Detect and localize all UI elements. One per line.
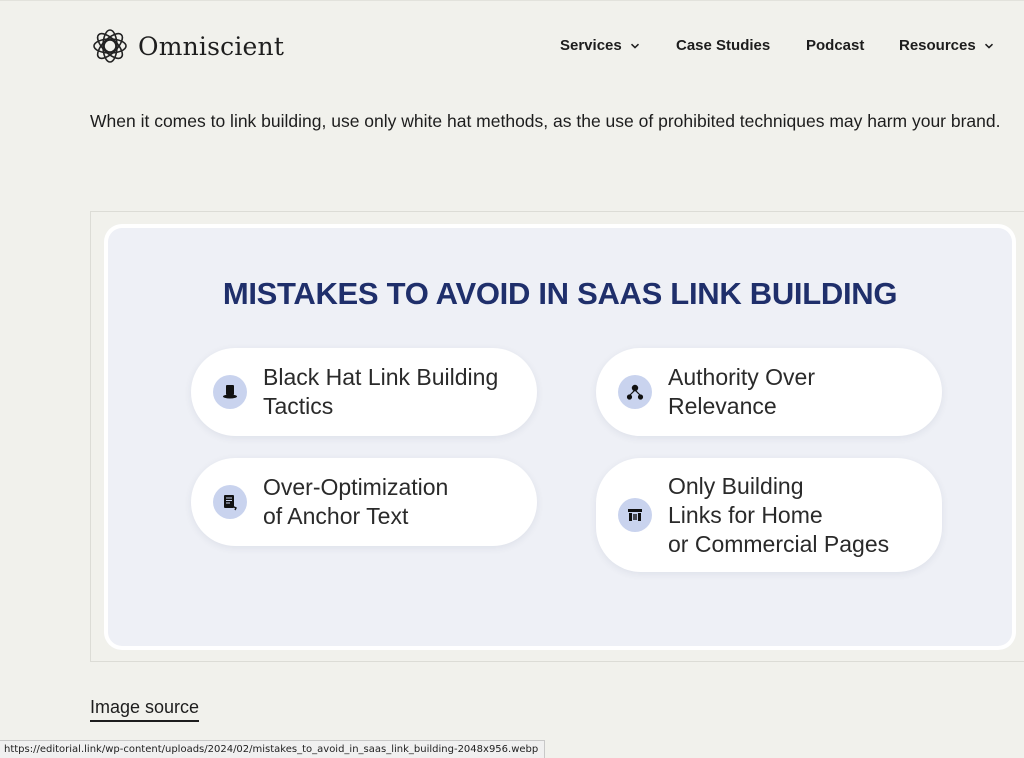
nav-item-services[interactable] <box>560 37 640 54</box>
mistake-item-text <box>668 363 815 421</box>
mistake-item-text <box>263 473 448 531</box>
text-line: Over-Optimization <box>263 474 449 500</box>
mistake-item-over-optimization <box>191 458 537 546</box>
intro-paragraph: When it comes to link building, use only white hat methods, as the use of prohibited techniques may harm your brand. <box>90 111 1001 131</box>
logo-text: Omniscient <box>138 31 285 61</box>
document-link-icon <box>213 485 247 519</box>
mistake-item-only-building <box>596 458 942 572</box>
nav-item-label: Resources <box>899 37 976 54</box>
link-page-icon <box>618 498 652 532</box>
text-line: Authority Over <box>668 364 815 390</box>
infographic-image[interactable] <box>104 224 1016 650</box>
mistake-item-black-hat <box>191 348 537 436</box>
nav-item-label: Podcast <box>806 37 865 54</box>
text-line: Black Hat Link Building <box>263 364 499 390</box>
mistake-item-text <box>668 472 889 559</box>
nav-item-podcast[interactable] <box>806 37 864 54</box>
nav-item-case-studies[interactable] <box>676 37 770 54</box>
network-icon <box>618 375 652 409</box>
text-line: of Anchor Text <box>263 503 409 529</box>
image-source-link[interactable]: Image source <box>90 697 199 722</box>
nav-item-resources[interactable] <box>899 37 994 54</box>
mistake-item-text <box>263 363 498 421</box>
text-line: Tactics <box>263 393 334 419</box>
text-line: or Commercial Pages <box>668 530 890 557</box>
chevron-down-icon <box>630 41 640 51</box>
main-nav <box>0 37 1024 57</box>
text-line: Links for Home <box>668 501 823 528</box>
infographic-title: MISTAKES TO AVOID IN SAAS LINK BUILDING <box>222 276 898 311</box>
mistake-item-authority <box>596 348 942 436</box>
nav-item-label: Services <box>560 37 622 54</box>
top-hat-icon <box>213 375 247 409</box>
nav-item-label: Case Studies <box>676 37 771 54</box>
text-line: Relevance <box>668 393 777 419</box>
browser-status-bar: https://editorial.link/wp-content/uploads/2024/02/mistakes_to_avoid_in_saas_link_building-2048x956.webp <box>0 740 545 758</box>
site-header <box>0 0 1024 90</box>
text-line: Only Building <box>668 472 804 499</box>
chevron-down-icon <box>984 41 994 51</box>
